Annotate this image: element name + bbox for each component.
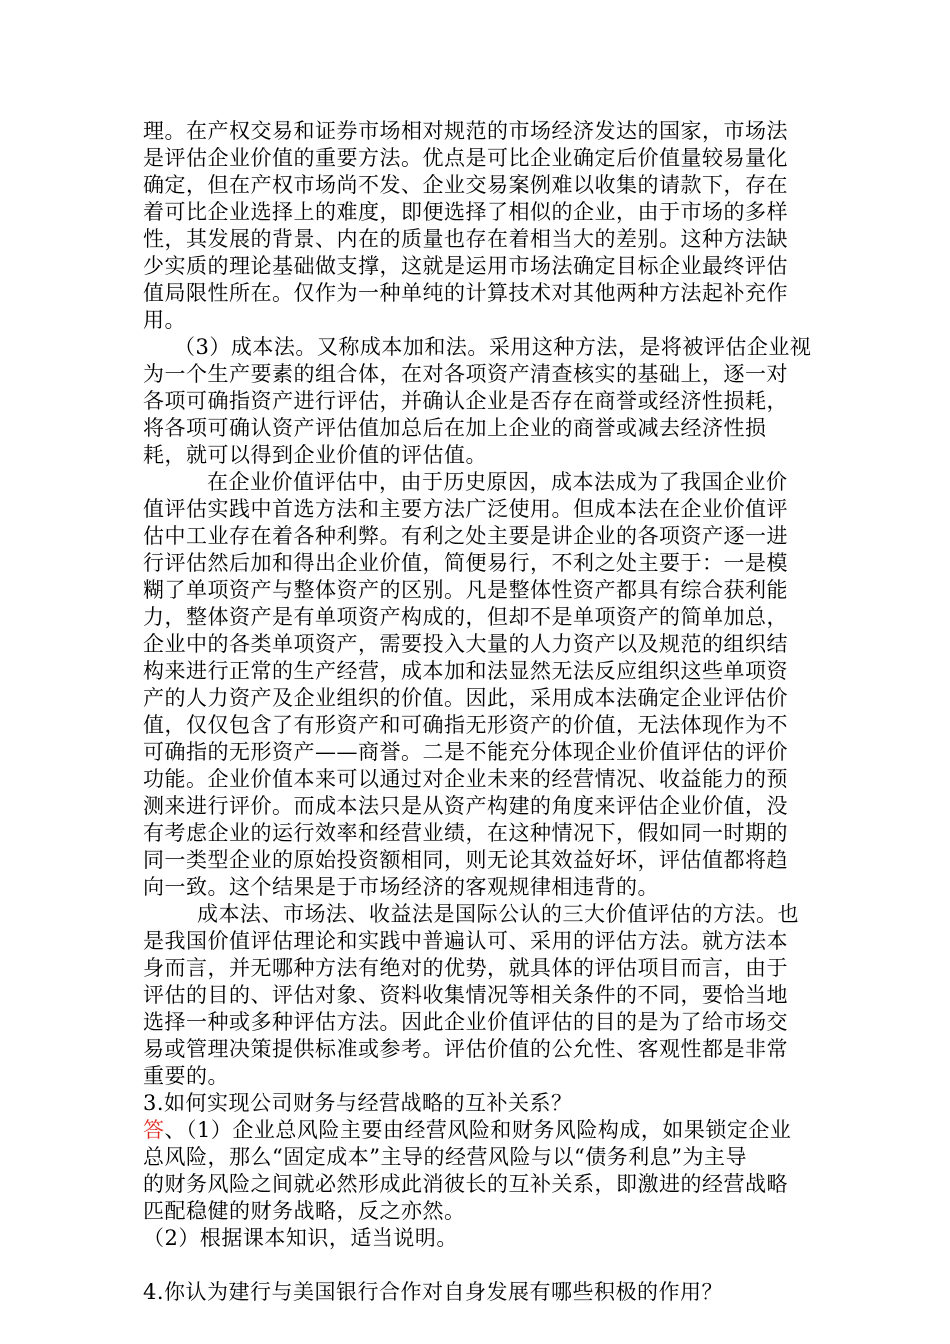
text-line: 值局限性所在。仅作为一种单纯的计算技术对其他两种方法起补充作 <box>143 281 788 305</box>
text-line: 的财务风险之间就必然形成此消彼长的互补关系，即激进的经营战略 <box>143 1172 788 1196</box>
text-line: 重要的。 <box>143 1064 229 1088</box>
text-line: 是我国价值评估理论和实践中普遍认可、采用的评估方法。就方法本 <box>143 929 788 953</box>
text-line: 身而言，并无哪种方法有绝对的优势，就具体的评估项目而言，由于 <box>143 956 788 980</box>
answer-3-first-line <box>143 1117 811 1144</box>
document-page <box>143 118 811 1306</box>
text-line: 估中工业存在着各种利弊。有利之处主要是讲企业的各项资产逐一进 <box>143 524 788 548</box>
answer-3-point-2: （2）根据课本知识，适当说明。 <box>143 1226 458 1250</box>
text-line: 糊了单项资产与整体资产的区别。凡是整体性资产都具有综合获利能 <box>143 578 788 602</box>
text-line: 成本法、市场法、收益法是国际公认的三大价值评估的方法。也 <box>197 902 799 926</box>
text-line: 是评估企业价值的重要方法。优点是可比企业确定后价值量较易量化 <box>143 146 788 170</box>
text-line: 力，整体资产是有单项资产构成的，但却不是单项资产的简单加总， <box>143 605 788 629</box>
text-line: 构来进行正常的生产经营，成本加和法显然无法反应组织这些单项资 <box>143 659 788 683</box>
text-line: 耗，就可以得到企业价值的评估值。 <box>143 443 487 467</box>
text-line: 功能。企业价值本来可以通过对企业未来的经营情况、收益能力的预 <box>143 767 788 791</box>
text-line: 少实质的理论基础做支撑，这就是运用市场法确定目标企业最终评估 <box>143 254 788 278</box>
text-line: 选择一种或多种评估方法。因此企业价值评估的目的是为了给市场交 <box>143 1010 788 1034</box>
text-line: 可确指的无形资产——商誉。二是不能充分体现企业价值评估的评价 <box>143 740 788 764</box>
text-line: （3）成本法。又称成本加和法。采用这种方法，是将被评估企业视 <box>174 335 812 359</box>
answer-mark: 答 <box>143 1118 165 1142</box>
text-line: 用。 <box>143 308 186 332</box>
text-line: 总风险，那么“固定成本”主导的经营风险与以“债务利息”为主导 <box>143 1145 747 1169</box>
text-line: 企业中的各类单项资产，需要投入大量的人力资产以及规范的组织结 <box>143 632 788 656</box>
text-line: 测来进行评价。而成本法只是从资产构建的角度来评估企业价值，没 <box>143 794 788 818</box>
text-line: 行评估然后加和得出企业价值，简便易行，不利之处主要于：一是模 <box>143 551 788 575</box>
text-line: 将各项可确认资产评估值加总后在加上企业的商誉或减去经济性损 <box>143 416 767 440</box>
text-line: 匹配稳健的财务战略，反之亦然。 <box>143 1199 466 1223</box>
text-line: 性，其发展的背景、内在的质量也存在着相当大的差别。这种方法缺 <box>143 227 788 251</box>
text-line: 评估的目的、评估对象、资料收集情况等相关条件的不同，要恰当地 <box>143 983 788 1007</box>
answer-text: 、（1）企业总风险主要由经营风险和财务风险构成，如果锁定企业 <box>164 1118 792 1142</box>
text-line: 向一致。这个结果是于市场经济的客观规律相违背的。 <box>143 875 659 899</box>
text-line: 易或管理决策提供标准或参考。评估价值的公允性、客观性都是非常 <box>143 1037 788 1061</box>
text-line: 各项可确指资产进行评估，并确认企业是否存在商誉或经济性损耗， <box>143 389 788 413</box>
text-line: 有考虑企业的运行效率和经营业绩，在这种情况下，假如同一时期的 <box>143 821 788 845</box>
text-line: 在企业价值评估中，由于历史原因，成本法成为了我国企业价 <box>207 470 788 494</box>
blank-line <box>143 1252 811 1279</box>
text-line: 为一个生产要素的组合体，在对各项资产清查核实的基础上，逐一对 <box>143 362 788 386</box>
text-line: 值，仅仅包含了有形资产和可确指无形资产的价值，无法体现作为不 <box>143 713 788 737</box>
text-line: 值评估实践中首选方法和主要方法广泛使用。但成本法在企业价值评 <box>143 497 788 521</box>
text-line: 着可比企业选择上的难度，即便选择了相似的企业，由于市场的多样 <box>143 200 788 224</box>
text-line: 理。在产权交易和证券市场相对规范的市场经济发达的国家，市场法 <box>143 119 788 143</box>
question-3: 3.如何实现公司财务与经营战略的互补关系？ <box>143 1091 573 1115</box>
text-line: 同一类型企业的原始投资额相同，则无论其效益好坏，评估值都将趋 <box>143 848 788 872</box>
text-line: 产的人力资产及企业组织的价值。因此，采用成本法确定企业评估价 <box>143 686 788 710</box>
text-line: 确定，但在产权市场尚不发、企业交易案例难以收集的请款下，存在 <box>143 173 788 197</box>
question-4: 4.你认为建行与美国银行合作对自身发展有哪些积极的作用？ <box>143 1280 724 1304</box>
